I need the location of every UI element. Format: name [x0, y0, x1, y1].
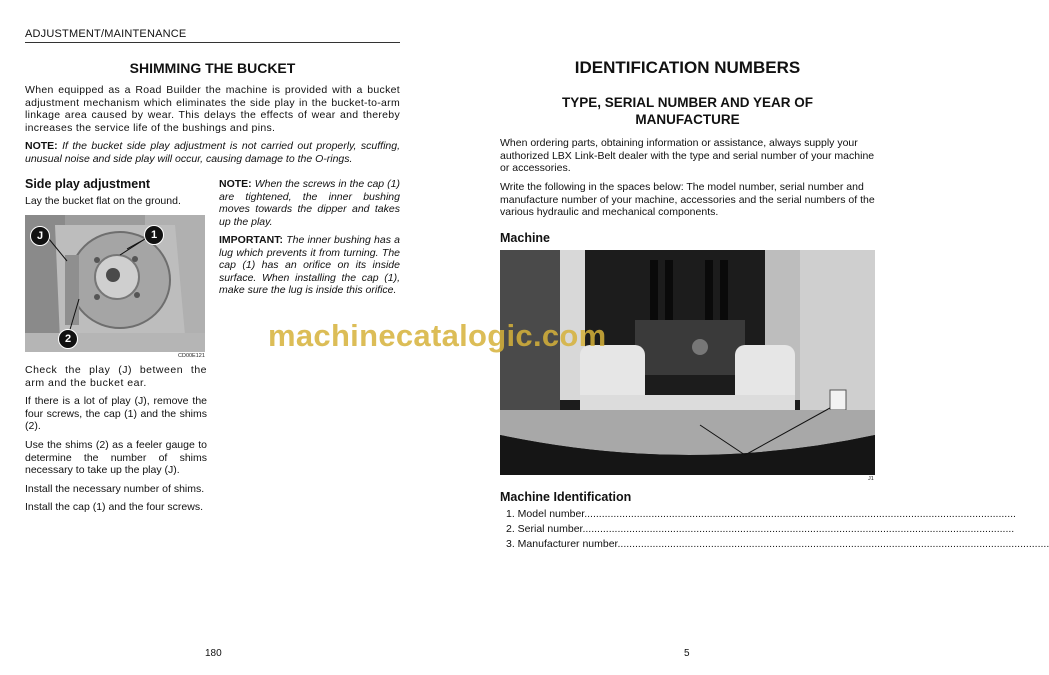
important-text: The inner bushing has a lug which prevents it from turning. The cap (1) has an orifice on its inside surface. When installing the cap (1), make sure the lug is inside this orifice. — [219, 234, 400, 296]
ordering-paragraph: When ordering parts, obtaining information or assistance, always supply your authorized LBX Link-Belt dealer with the type and serial number of your machine or accessories. — [500, 137, 875, 174]
side-play-heading: Side play adjustment — [25, 177, 151, 191]
machine-heading: Machine — [500, 231, 551, 245]
note-screws-label: NOTE: — [219, 178, 252, 190]
step-check-play: Check the play (J) between the arm and the bucket ear. — [25, 364, 207, 389]
machine-id-heading: Machine Identification — [500, 490, 632, 504]
bucket-photo-drawing — [25, 215, 205, 352]
machine-photo-caption: J1 — [868, 476, 874, 482]
note-screws — [219, 178, 400, 228]
callout-j: J — [30, 226, 50, 246]
side-play-step: Lay the bucket flat on the ground. — [25, 195, 181, 207]
callout-2: 2 — [58, 329, 78, 349]
page-title: SHIMMING THE BUCKET — [129, 60, 296, 76]
manufacturer-number-dots: .................................................................................................................................................... — [617, 538, 1049, 550]
step-remove-cap: If there is a lot of play (J), remove the four screws, the cap (1) and the shims (2). — [25, 395, 207, 432]
machine-photo — [500, 250, 875, 475]
photo-caption: CD00E121 — [178, 353, 205, 359]
model-number-dots: .................................................................................................................................................... — [584, 508, 1016, 520]
callout-1: 1 — [144, 225, 164, 245]
important-label: IMPORTANT: — [219, 234, 283, 246]
note-text: If the bucket side play adjustment is not carried out properly, scuffing, unusual noise and side play will occur, causing damage to the O-rings. — [25, 140, 400, 165]
bucket-photo — [25, 215, 205, 352]
page-number-left: 180 — [205, 648, 222, 659]
watermark: machinecatalogic.com — [268, 318, 607, 353]
manufacturer-number-line — [506, 538, 1049, 550]
model-number-line — [506, 508, 1016, 520]
model-number-label: 1. Model number — [506, 508, 585, 520]
note-label: NOTE: — [25, 140, 58, 152]
serial-number-label: 2. Serial number — [506, 523, 583, 535]
page-title-right: IDENTIFICATION NUMBERS — [574, 58, 801, 77]
important-note — [219, 234, 400, 297]
manufacturer-number-label: 3. Manufacturer number — [506, 538, 618, 550]
section-header: ADJUSTMENT/MAINTENANCE — [25, 28, 187, 40]
machine-photo-drawing — [500, 250, 875, 475]
step-feeler-gauge: Use the shims (2) as a feeler gauge to determine the number of shims necessary to take up the play (J). — [25, 439, 207, 476]
step-install-shims: Install the necessary number of shims. — [25, 483, 205, 495]
write-paragraph: Write the following in the spaces below: The model number, serial number and manufacture number of your machine, accessories and the serial numbers of the various hydraulic and mechanical components. — [500, 181, 875, 218]
header-rule — [25, 42, 400, 43]
page-number-right: 5 — [684, 648, 690, 659]
note-screws-text: When the screws in the cap (1) are tightened, the inner bushing moves towards the dipper and takes up the play. — [219, 178, 400, 228]
serial-number-line — [506, 523, 1015, 535]
step-install-cap: Install the cap (1) and the four screws. — [25, 501, 204, 513]
serial-number-dots: .................................................................................................................................................... — [582, 523, 1015, 535]
page-subtitle: TYPE, SERIAL NUMBER AND YEAR OF MANUFACTURE — [561, 95, 814, 127]
intro-paragraph: When equipped as a Road Builder the machine is provided with a bucket adjustment mechanism which eliminates the side play in the bucket-to-arm linkage area caused by wear. This delays the effects of wear and thereby increases the service life of the bushings and pins. — [25, 84, 400, 134]
note-paragraph — [25, 140, 400, 165]
